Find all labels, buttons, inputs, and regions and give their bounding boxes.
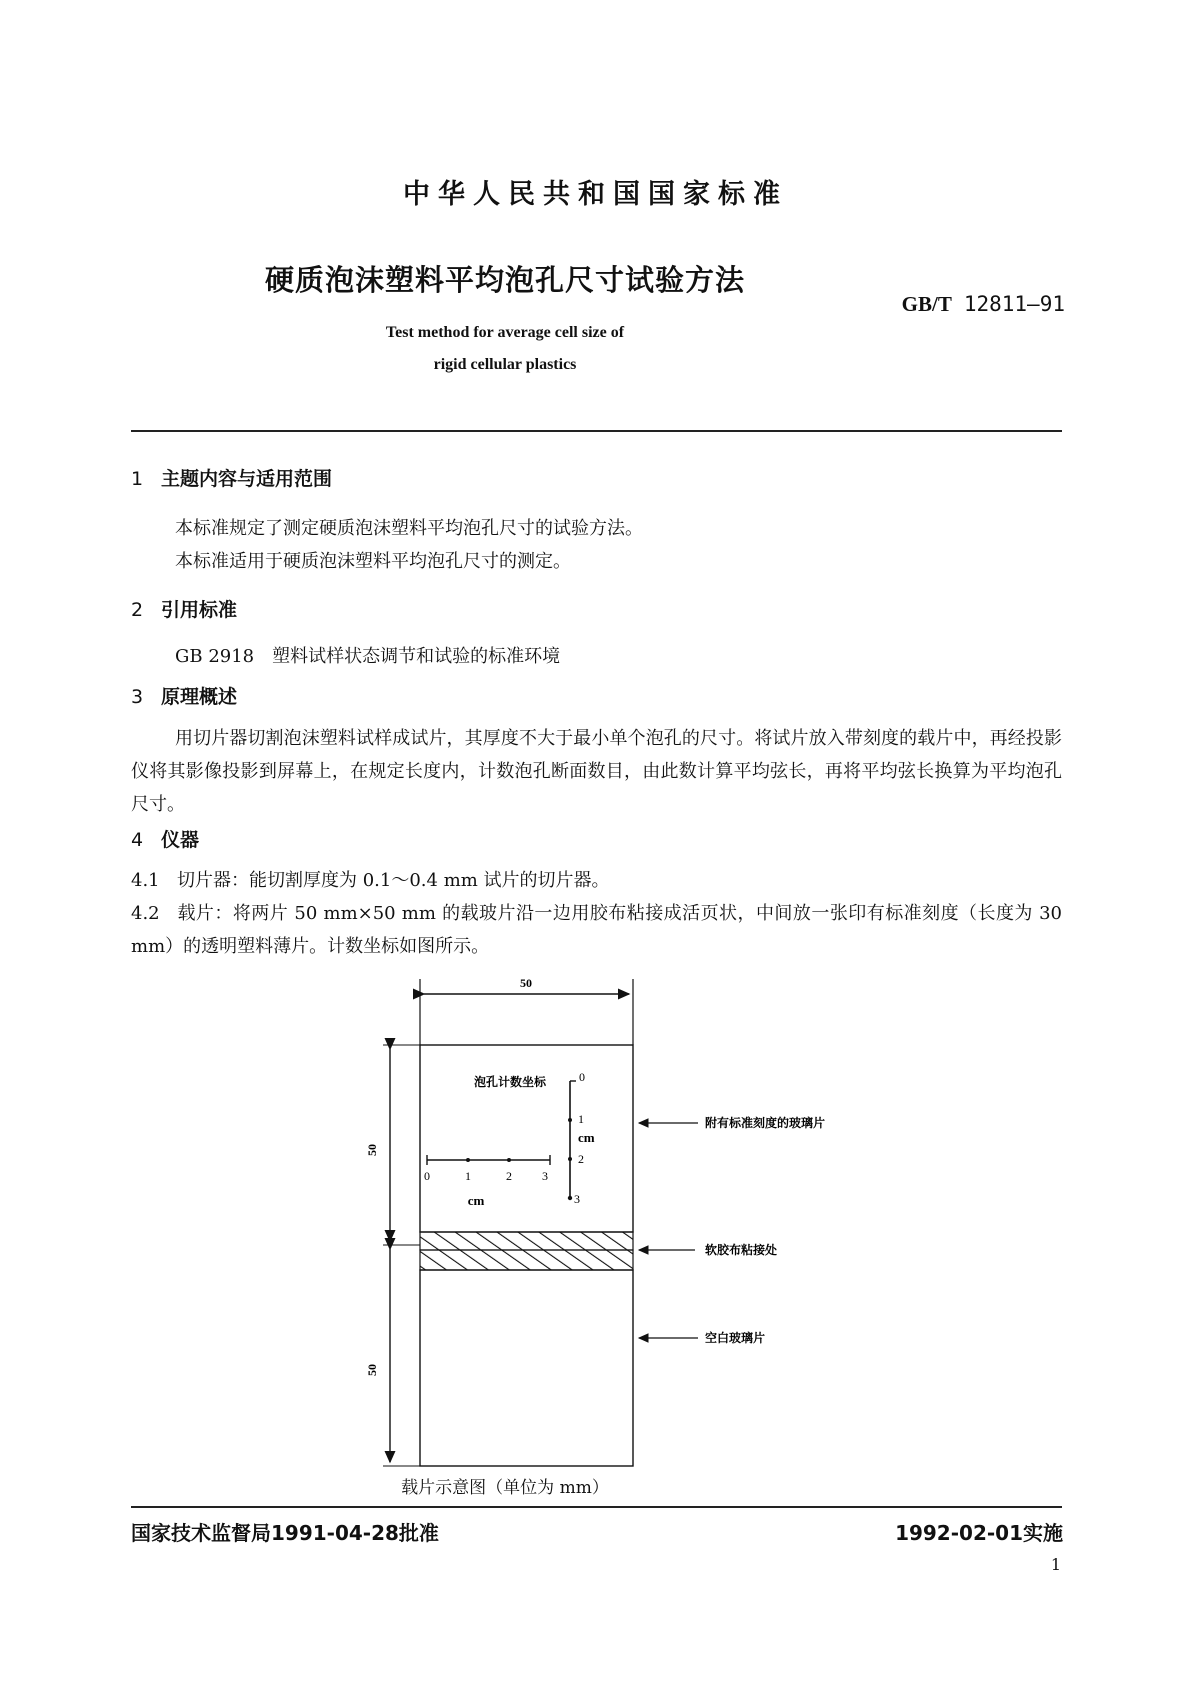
dim-top-label: 50 (365, 1144, 379, 1156)
horizontal-tick-2 (507, 1158, 511, 1162)
item-4-2-number: 4.2 (131, 903, 160, 924)
standard-code-number: 12811—91 (963, 292, 1065, 316)
standard-code (902, 292, 1065, 317)
upper-glass-slide (420, 1045, 633, 1232)
horizontal-label-0: 0 (424, 1169, 430, 1183)
vertical-tick-1 (568, 1118, 572, 1122)
section-1-title: 主题内容与适用范围 (161, 468, 333, 490)
horizontal-unit: cm (467, 1193, 485, 1208)
footer-divider (131, 1506, 1062, 1508)
callout-tape: 软胶布粘接处 (705, 1243, 778, 1257)
vertical-unit: cm (578, 1130, 595, 1145)
approval-line: 国家技术监督局1991-04-28批准 (131, 1521, 439, 1545)
vertical-label-2: 2 (578, 1152, 584, 1166)
item-4-1 (131, 864, 610, 897)
tape-hatch-upper (420, 1232, 633, 1250)
section-1-paragraph-1: 本标准规定了测定硬质泡沫塑料平均泡孔尺寸的试验方法。 (175, 518, 643, 539)
national-standard-heading: 中华人民共和国国家标准 (403, 179, 788, 210)
dim-bottom-label: 50 (365, 1364, 379, 1376)
item-4-2-text: 载片：将两片 50 mm×50 mm 的载玻片沿一边用胶布粘接成活页状，中间放一张印有标准刻度（长度为 30 mm）的透明塑料薄片。计数坐标如图所示。 (131, 903, 1062, 957)
horizontal-tick-1 (466, 1158, 470, 1162)
section-4-title: 仪器 (161, 829, 200, 851)
slide-diagram (365, 975, 840, 1470)
section-2-number: 2 (131, 599, 144, 621)
page-number: 1 (1050, 1555, 1061, 1574)
english-title-line-2: rigid cellular plastics (433, 356, 577, 373)
section-3-paragraph: 用切片器切割泡沫塑料试样成试片，其厚度不大于最小单个泡孔的尺寸。将试片放入带刻度的载片中，再经投影仪将其影像投影到屏幕上，在规定长度内，计数泡孔断面数目，由此数计算平均弦长，再将平均弦长换算为平均泡孔尺寸。 (131, 728, 1062, 815)
horizontal-label-3: 3 (542, 1169, 548, 1183)
section-1-heading (131, 464, 332, 491)
section-1-number: 1 (131, 468, 144, 490)
vertical-label-3: 3 (574, 1192, 580, 1206)
section-2-title: 引用标准 (161, 599, 238, 621)
lower-glass-slide (420, 1270, 633, 1466)
english-title-line-1: Test method for average cell size of (385, 324, 625, 341)
effective-date: 1992-02-01实施 (895, 1521, 1063, 1545)
horizontal-label-1: 1 (465, 1169, 471, 1183)
section-3-title: 原理概述 (161, 686, 238, 708)
section-4-number: 4 (131, 829, 144, 851)
item-4-1-number: 4.1 (131, 870, 160, 891)
section-3-number: 3 (131, 686, 144, 708)
standard-code-prefix: GB/T (901, 292, 952, 316)
callout-blank: 空白玻璃片 (705, 1331, 766, 1345)
section-1-paragraph-2: 本标准适用于硬质泡沫塑料平均泡孔尺寸的测定。 (175, 551, 571, 572)
section-4-heading (131, 825, 199, 852)
vertical-tick-2 (568, 1157, 572, 1161)
vertical-tick-3 (568, 1196, 572, 1200)
document-title: 硬质泡沫塑料平均泡孔尺寸试验方法 (264, 263, 745, 297)
vertical-label-0: 0 (579, 1070, 585, 1084)
callout-glass-scale: 附有标准刻度的玻璃片 (705, 1116, 826, 1130)
item-4-1-text: 切片器：能切割厚度为 0.1～0.4 mm 试片的切片器。 (177, 870, 610, 891)
section-2-reference: GB 2918 塑料试样状态调节和试验的标准环境 (175, 646, 561, 667)
dim-width-label: 50 (520, 976, 532, 990)
header-divider (131, 430, 1062, 432)
coord-title: 泡孔计数坐标 (473, 1075, 547, 1089)
item-4-2 (131, 897, 1062, 963)
section-2-heading (131, 595, 237, 622)
vertical-label-1: 1 (578, 1112, 584, 1126)
horizontal-label-2: 2 (506, 1169, 512, 1183)
figure-caption: 载片示意图（单位为 mm） (401, 1478, 609, 1498)
section-3-heading (131, 682, 237, 709)
tape-hatch-lower (420, 1250, 633, 1270)
